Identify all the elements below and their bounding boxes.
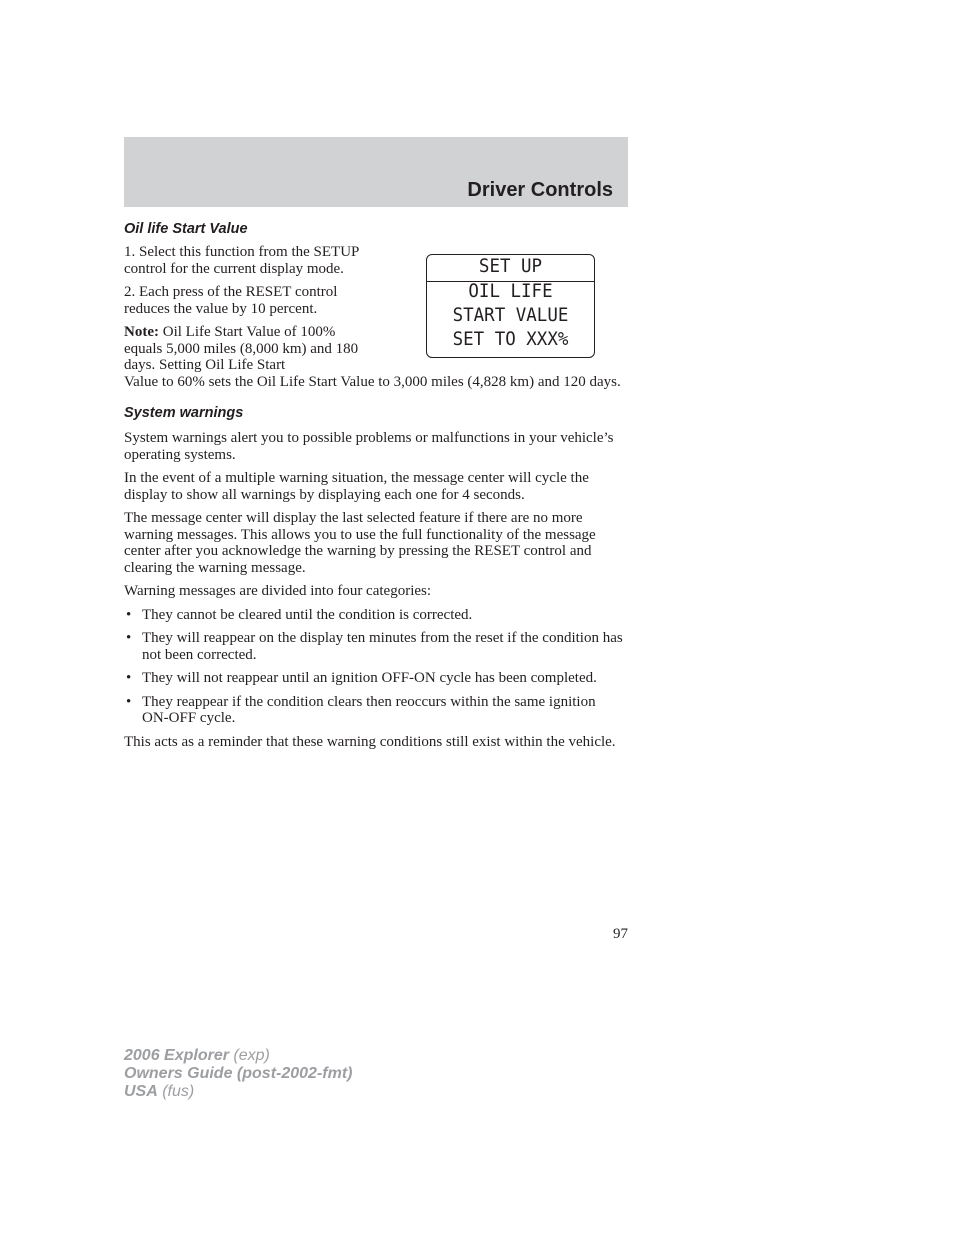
display-line-1: SET UP xyxy=(478,255,543,277)
header-band xyxy=(124,137,628,207)
warning-categories-list xyxy=(124,607,624,727)
message-center-display-illustration xyxy=(426,254,595,358)
list-item: • They cannot be cleared until the condition is corrected. xyxy=(126,606,473,623)
warnings-paragraph-3: The message center will display the last selected feature if there are no more warning messages. This allows you to use the full functionality of the message center after you acknowledge the warning by pressing the RESET control and clearing the warning message. xyxy=(124,510,596,576)
step-1-text: 1. Select this function from the SETUP control for the current display mode. xyxy=(124,244,359,277)
display-line-3: START VALUE xyxy=(452,304,569,326)
bullet-icon: • xyxy=(126,606,132,623)
warnings-paragraph-2: In the event of a multiple warning situation, the message center will cycle the display to show all warnings by displaying each one for 4 seconds. xyxy=(124,470,589,503)
page-number: 97 xyxy=(613,926,628,942)
note-label: Note: xyxy=(124,324,159,340)
display-line-2: OIL LIFE xyxy=(468,280,553,302)
display-line-4: SET TO XXX% xyxy=(452,328,569,350)
warnings-paragraph-5: This acts as a reminder that these warning conditions still exist within the vehicle. xyxy=(124,733,616,750)
section-heading-oil-life: Oil life Start Value xyxy=(124,221,248,237)
bullet-icon: • xyxy=(126,670,132,686)
page-title: Driver Controls xyxy=(467,179,613,201)
footer-line-2: Owners Guide (post-2002-fmt) xyxy=(124,1065,353,1082)
note-text-1: Oil Life Start Value of 100% equals 5,000 miles (8,000 km) and 180 days. Setting Oil Life Start xyxy=(124,324,359,373)
section-heading-system-warnings: System warnings xyxy=(124,405,244,421)
bullet-icon: • xyxy=(126,693,132,710)
list-item: • They will reappear on the display ten minutes from the reset if the condition has not been corrected. xyxy=(126,630,623,663)
note-paragraph xyxy=(124,324,374,374)
list-item: • They reappear if the condition clears then reoccurs within the same ignition ON-OFF cycle. xyxy=(126,693,596,726)
footer-line-3: USA (fus) xyxy=(124,1083,195,1100)
list-item: • They will not reappear until an ignition OFF-ON cycle has been completed. xyxy=(126,670,597,686)
document-footer xyxy=(124,1047,352,1101)
footer-line-1: 2006 Explorer (exp) xyxy=(124,1047,270,1064)
page-content xyxy=(124,220,624,757)
warnings-paragraph-1: System warnings alert you to possible problems or malfunctions in your vehicle’s operating systems. xyxy=(124,430,614,463)
warnings-paragraph-4: Warning messages are divided into four categories: xyxy=(124,583,432,599)
step-2-text: 2. Each press of the RESET control reduces the value by 10 percent. xyxy=(124,284,338,317)
note-text-2: Value to 60% sets the Oil Life Start Value to 3,000 miles (4,828 km) and 120 days. xyxy=(124,373,621,390)
bullet-icon: • xyxy=(126,630,132,646)
